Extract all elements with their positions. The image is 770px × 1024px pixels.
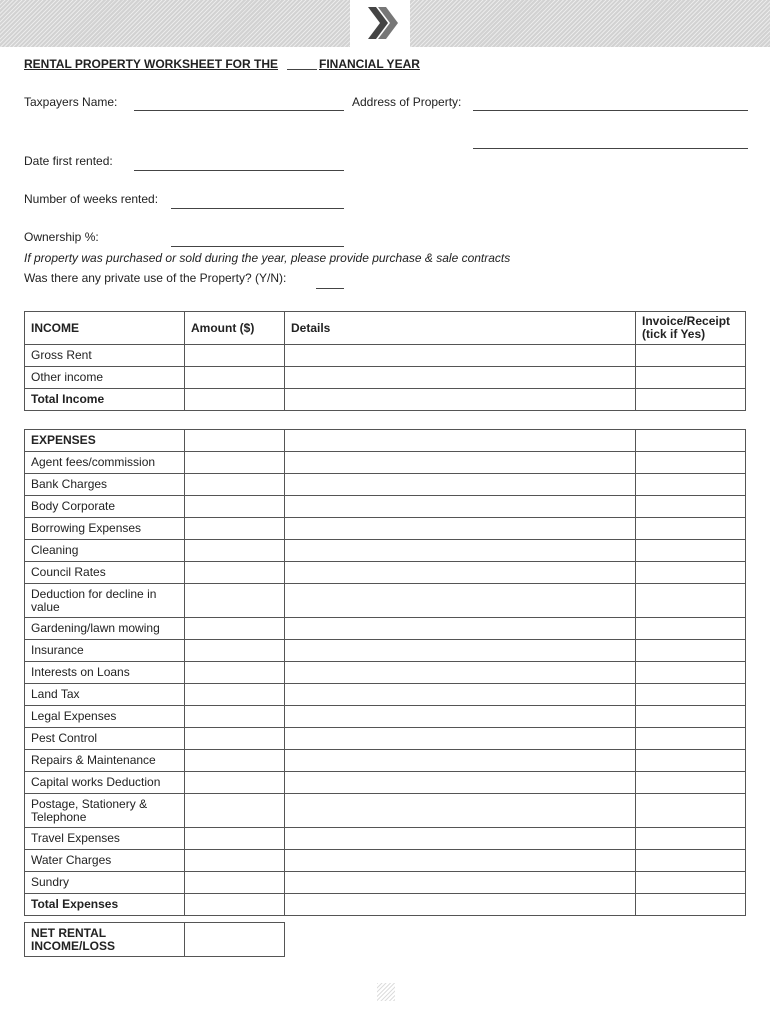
address-field-line-1[interactable] bbox=[473, 110, 748, 111]
expense-label: Council Rates bbox=[25, 562, 185, 584]
address-field-line-2[interactable] bbox=[473, 148, 748, 149]
amount-cell[interactable] bbox=[185, 474, 285, 496]
table-row bbox=[25, 345, 746, 367]
financial-year-blank[interactable] bbox=[287, 69, 317, 70]
receipt-cell[interactable] bbox=[636, 684, 746, 706]
expense-label: Travel Expenses bbox=[25, 828, 185, 850]
details-cell[interactable] bbox=[285, 728, 636, 750]
details-cell[interactable] bbox=[285, 367, 636, 389]
amount-cell[interactable] bbox=[185, 872, 285, 894]
details-cell[interactable] bbox=[285, 828, 636, 850]
net-rental-label: NET RENTAL INCOME/LOSS bbox=[25, 923, 185, 957]
table-row bbox=[25, 430, 746, 452]
receipt-cell[interactable] bbox=[636, 750, 746, 772]
receipt-cell[interactable] bbox=[636, 728, 746, 750]
amount-cell[interactable] bbox=[185, 496, 285, 518]
receipt-cell[interactable] bbox=[636, 618, 746, 640]
address-label: Address of Property: bbox=[352, 95, 462, 109]
amount-cell[interactable] bbox=[185, 728, 285, 750]
details-cell[interactable] bbox=[285, 584, 636, 618]
details-cell[interactable] bbox=[285, 540, 636, 562]
amount-cell[interactable] bbox=[185, 540, 285, 562]
amount-cell[interactable] bbox=[185, 430, 285, 452]
purchase-note: If property was purchased or sold during the year, please provide purchase & sale contracts bbox=[24, 251, 511, 265]
details-cell[interactable] bbox=[285, 618, 636, 640]
header-banner-right bbox=[410, 0, 770, 47]
table-row bbox=[25, 662, 746, 684]
amount-cell[interactable] bbox=[185, 850, 285, 872]
amount-cell[interactable] bbox=[185, 684, 285, 706]
receipt-cell[interactable] bbox=[636, 430, 746, 452]
details-cell[interactable] bbox=[285, 850, 636, 872]
table-row bbox=[25, 584, 746, 618]
details-cell[interactable] bbox=[285, 518, 636, 540]
header-banner-left bbox=[0, 0, 350, 47]
net-amount-cell[interactable] bbox=[184, 923, 284, 957]
table-row bbox=[25, 750, 746, 772]
private-use-field[interactable] bbox=[316, 288, 344, 289]
table-row bbox=[25, 828, 746, 850]
private-use-label: Was there any private use of the Property? (Y/N): bbox=[24, 271, 287, 285]
amount-cell[interactable] bbox=[185, 662, 285, 684]
details-cell[interactable] bbox=[285, 389, 636, 411]
receipt-cell[interactable] bbox=[636, 772, 746, 794]
receipt-cell[interactable] bbox=[636, 706, 746, 728]
date-first-rented-label: Date first rented: bbox=[24, 154, 113, 168]
expense-label: Water Charges bbox=[25, 850, 185, 872]
income-header: INCOME bbox=[25, 312, 185, 345]
details-cell[interactable] bbox=[285, 794, 636, 828]
taxpayers-name-label: Taxpayers Name: bbox=[24, 95, 118, 109]
receipt-cell[interactable] bbox=[636, 474, 746, 496]
total-income-label: Total Income bbox=[25, 389, 185, 411]
table-row bbox=[25, 496, 746, 518]
gross-rent-label: Gross Rent bbox=[25, 345, 185, 367]
amount-cell[interactable] bbox=[185, 367, 285, 389]
expense-label: Bank Charges bbox=[25, 474, 185, 496]
receipt-cell[interactable] bbox=[636, 640, 746, 662]
receipt-cell[interactable] bbox=[636, 345, 746, 367]
details-cell[interactable] bbox=[285, 496, 636, 518]
receipt-cell[interactable] bbox=[636, 584, 746, 618]
amount-cell[interactable] bbox=[185, 750, 285, 772]
expense-label: Deduction for decline in value bbox=[25, 584, 185, 618]
details-cell[interactable] bbox=[285, 474, 636, 496]
amount-cell[interactable] bbox=[185, 640, 285, 662]
weeks-rented-label: Number of weeks rented: bbox=[24, 192, 159, 206]
invoice-receipt-header: Invoice/Receipt (tick if Yes) bbox=[636, 312, 746, 345]
amount-cell[interactable] bbox=[185, 828, 285, 850]
other-income-label: Other income bbox=[25, 367, 185, 389]
amount-cell[interactable] bbox=[185, 894, 285, 916]
details-cell[interactable] bbox=[285, 872, 636, 894]
receipt-cell[interactable] bbox=[636, 496, 746, 518]
table-row bbox=[25, 540, 746, 562]
financial-year-title: FINANCIAL YEAR bbox=[319, 57, 420, 71]
expense-label: Land Tax bbox=[25, 684, 185, 706]
total-expenses-label: Total Expenses bbox=[25, 894, 185, 916]
details-cell[interactable] bbox=[285, 894, 636, 916]
receipt-cell[interactable] bbox=[636, 452, 746, 474]
expense-label: Borrowing Expenses bbox=[25, 518, 185, 540]
receipt-cell[interactable] bbox=[636, 662, 746, 684]
expense-label: Pest Control bbox=[25, 728, 185, 750]
worksheet-title: RENTAL PROPERTY WORKSHEET FOR THE bbox=[24, 57, 279, 71]
receipt-cell[interactable] bbox=[636, 872, 746, 894]
double-chevron-right-icon bbox=[362, 3, 402, 43]
table-row bbox=[25, 894, 746, 916]
table-row bbox=[25, 474, 746, 496]
expense-label: Capital works Deduction bbox=[25, 772, 185, 794]
table-row bbox=[25, 389, 746, 411]
table-row bbox=[25, 772, 746, 794]
receipt-cell[interactable] bbox=[636, 794, 746, 828]
receipt-cell[interactable] bbox=[636, 850, 746, 872]
receipt-cell[interactable] bbox=[636, 894, 746, 916]
details-header: Details bbox=[285, 312, 636, 345]
amount-cell[interactable] bbox=[185, 618, 285, 640]
details-cell[interactable] bbox=[285, 750, 636, 772]
table-row bbox=[25, 850, 746, 872]
receipt-cell[interactable] bbox=[636, 562, 746, 584]
details-cell[interactable] bbox=[285, 772, 636, 794]
amount-cell[interactable] bbox=[185, 794, 285, 828]
expense-label: Sundry bbox=[25, 872, 185, 894]
receipt-cell[interactable] bbox=[636, 518, 746, 540]
details-cell[interactable] bbox=[285, 640, 636, 662]
net-rental-table bbox=[24, 922, 285, 957]
expense-label: Gardening/lawn mowing bbox=[25, 618, 185, 640]
weeks-rented-field[interactable] bbox=[171, 208, 344, 209]
table-row bbox=[25, 562, 746, 584]
expense-label: Interests on Loans bbox=[25, 662, 185, 684]
expense-label: Legal Expenses bbox=[25, 706, 185, 728]
expense-label: Insurance bbox=[25, 640, 185, 662]
expense-label: Repairs & Maintenance bbox=[25, 750, 185, 772]
date-first-rented-field[interactable] bbox=[134, 170, 344, 171]
table-row bbox=[25, 640, 746, 662]
details-cell[interactable] bbox=[285, 662, 636, 684]
footer-pattern bbox=[377, 983, 395, 1001]
table-row bbox=[25, 684, 746, 706]
expenses-table bbox=[24, 429, 746, 916]
table-row bbox=[25, 794, 746, 828]
details-cell[interactable] bbox=[285, 684, 636, 706]
details-cell[interactable] bbox=[285, 430, 636, 452]
amount-cell[interactable] bbox=[185, 584, 285, 618]
table-row bbox=[25, 706, 746, 728]
receipt-cell[interactable] bbox=[636, 367, 746, 389]
amount-cell[interactable] bbox=[185, 772, 285, 794]
details-cell[interactable] bbox=[285, 345, 636, 367]
expense-label: Cleaning bbox=[25, 540, 185, 562]
receipt-cell[interactable] bbox=[636, 389, 746, 411]
amount-cell[interactable] bbox=[185, 389, 285, 411]
details-cell[interactable] bbox=[285, 706, 636, 728]
expense-label: Body Corporate bbox=[25, 496, 185, 518]
amount-cell[interactable] bbox=[185, 706, 285, 728]
amount-header: Amount ($) bbox=[185, 312, 285, 345]
table-row bbox=[25, 452, 746, 474]
income-table bbox=[24, 311, 746, 411]
taxpayers-name-field[interactable] bbox=[134, 110, 344, 111]
amount-cell[interactable] bbox=[185, 562, 285, 584]
receipt-cell[interactable] bbox=[636, 828, 746, 850]
details-cell[interactable] bbox=[285, 452, 636, 474]
table-row bbox=[25, 367, 746, 389]
receipt-cell[interactable] bbox=[636, 540, 746, 562]
amount-cell[interactable] bbox=[185, 518, 285, 540]
expense-label: Postage, Stationery & Telephone bbox=[25, 794, 185, 828]
expense-label: Agent fees/commission bbox=[25, 452, 185, 474]
ownership-label: Ownership %: bbox=[24, 230, 99, 244]
ownership-field[interactable] bbox=[171, 246, 344, 247]
details-cell[interactable] bbox=[285, 562, 636, 584]
table-row bbox=[25, 618, 746, 640]
table-row bbox=[25, 872, 746, 894]
amount-cell[interactable] bbox=[185, 452, 285, 474]
amount-cell[interactable] bbox=[185, 345, 285, 367]
table-row bbox=[25, 728, 746, 750]
expenses-header: EXPENSES bbox=[25, 430, 185, 452]
table-row bbox=[25, 518, 746, 540]
